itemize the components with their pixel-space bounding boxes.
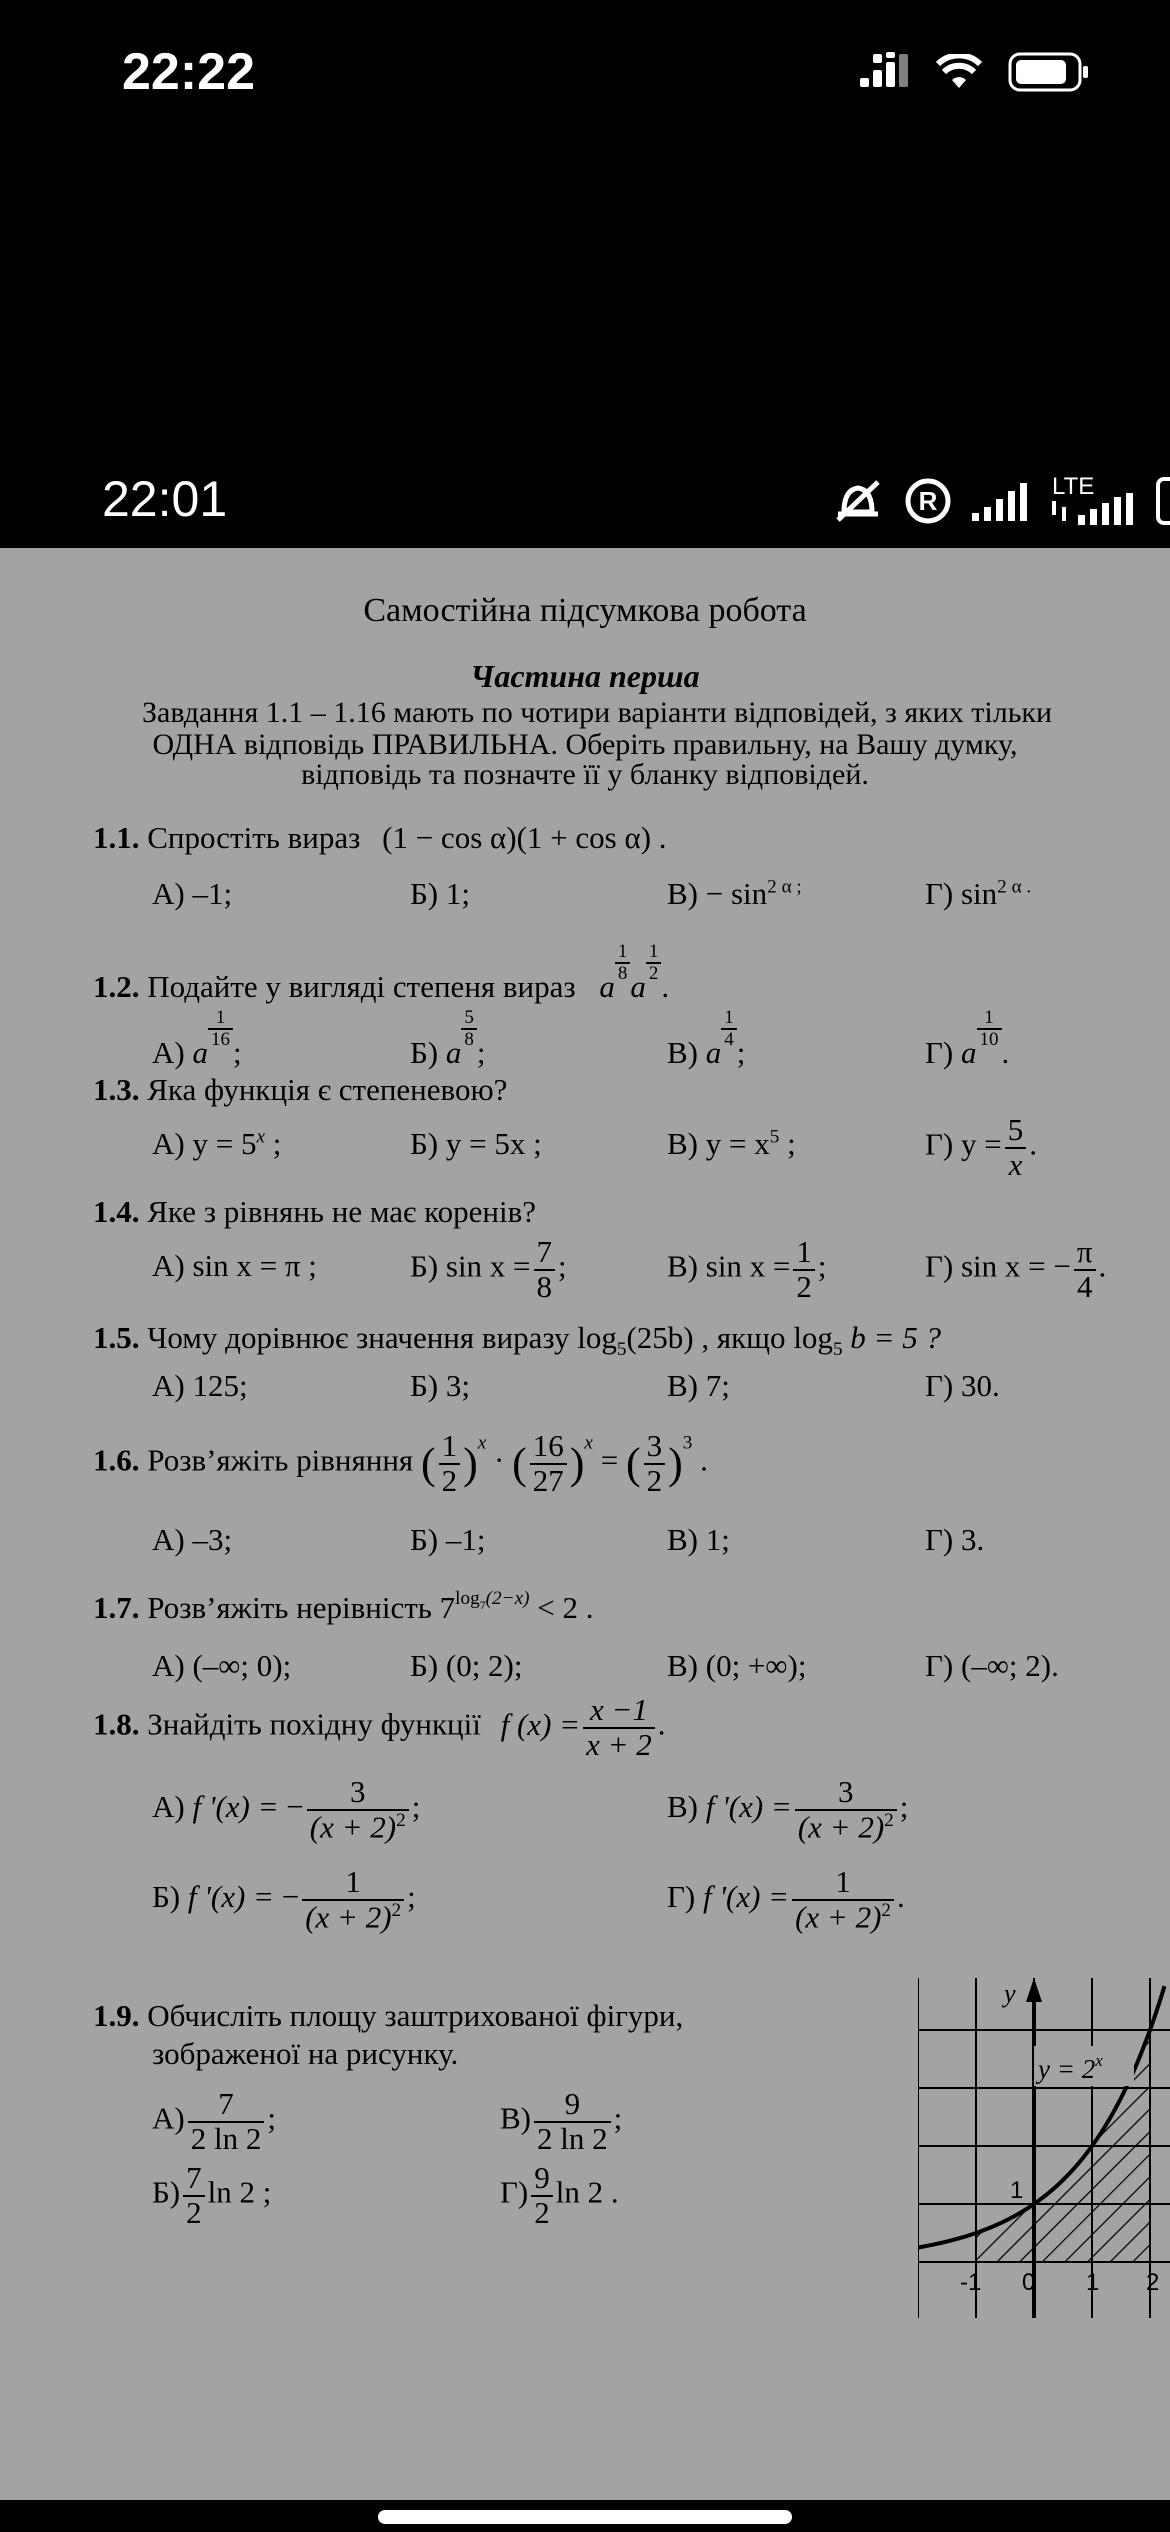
option-tail: 2 α . bbox=[997, 876, 1032, 898]
battery-icon bbox=[1008, 52, 1090, 92]
option-g: Г) 3. bbox=[925, 1522, 985, 1557]
lte-bars-icon bbox=[1048, 493, 1138, 525]
question-1-8: 1.8. Знайдіть похідну функції f (x) = $\frac{x -1}{x + 2}$ . bbox=[93, 1692, 666, 1762]
intro-line-3: відповідь та позначте її у бланку відповідей. bbox=[301, 758, 869, 791]
intro-line-2: ОДНА відповідь ПРАВИЛЬНА. Оберіть правильну, на Вашу думку, bbox=[152, 728, 1018, 761]
question-1-4: 1.4. Яке з рівнянь не має коренів? bbox=[93, 1194, 536, 1229]
option-a: А) sin x = π ; bbox=[152, 1248, 317, 1283]
expr-exponent: $\frac{1}{8}$ bbox=[615, 942, 631, 984]
tick-label-y-1: 1 bbox=[1010, 2177, 1024, 2204]
option-g: Г) sin x = − $\frac{\pi}{4}$ . bbox=[925, 1234, 1107, 1304]
expr-base: a bbox=[599, 968, 615, 1004]
black-area bbox=[0, 150, 1170, 470]
option-b: Б) sin x = $\frac{7}{8}$ ; bbox=[410, 1234, 567, 1304]
phone-status-bar bbox=[0, 0, 1170, 150]
option-b: Б) $\frac{7}{2}$ ln 2 ; bbox=[152, 2160, 272, 2230]
option-b: Б) (0; 2); bbox=[410, 1648, 523, 1683]
part-heading: Частина перша bbox=[470, 658, 700, 694]
option-b: Б) 3; bbox=[410, 1368, 470, 1403]
wifi-icon bbox=[936, 54, 982, 90]
lte-indicator bbox=[1048, 473, 1138, 525]
area-graph bbox=[918, 1978, 1170, 2318]
option-g bbox=[925, 876, 1031, 912]
option-text: Г) sin bbox=[925, 876, 998, 911]
option-v: В) a $\frac{1}{4}$ ; bbox=[667, 1007, 746, 1070]
option-v: В) f '(x) = $\frac{3}{(x + 2)^2}$ ; bbox=[667, 1774, 909, 1844]
battery-edge-icon bbox=[1156, 477, 1170, 525]
option-a: А) –1; bbox=[152, 876, 233, 911]
doc-title: Самостійна підсумкова робота bbox=[363, 592, 807, 629]
option-a: А) 125; bbox=[152, 1368, 248, 1403]
question-1-3: 1.3. Яка функція є степеневою? bbox=[93, 1072, 508, 1107]
option-b: Б) –1; bbox=[410, 1522, 486, 1557]
expr-exponent: $\frac{1}{2}$ bbox=[646, 942, 662, 984]
intro-line-1: Завдання 1.1 – 1.16 мають по чотири варіанти відповідей, з яких тільки bbox=[142, 696, 1053, 729]
question-expression: (1 − cos α)(1 + cos α) . bbox=[382, 820, 667, 855]
option-b: Б) y = 5x ; bbox=[410, 1126, 542, 1161]
question-1-6: 1.6. Розв’яжіть рівняння ( $\frac{1}{2}$ )$^x$ · ( $\frac{16}{27}$ )$^x$ = ( $\frac{3}{2}$ )$^3$ . bbox=[93, 1428, 708, 1498]
option-a: А) $y = 5^x$ ; bbox=[152, 1126, 282, 1161]
registered-icon bbox=[904, 477, 952, 525]
option-g: Г) $\frac{9}{2}$ ln 2 . bbox=[500, 2160, 619, 2230]
option-a: А) $\frac{7}{2 \ln 2}$ ; bbox=[152, 2086, 276, 2156]
screenshot-status-bar bbox=[0, 470, 1170, 548]
question-1-9-line-2: зображеної на рисунку. bbox=[152, 2036, 459, 2071]
option-tail: 2 α ; bbox=[767, 876, 802, 898]
lte-label: LTE bbox=[1052, 473, 1095, 500]
option-b: Б) 1; bbox=[410, 876, 470, 911]
question-number: 1.1. bbox=[93, 820, 140, 855]
y-axis-label: y bbox=[1004, 1979, 1016, 2008]
option-a: А) (–∞; 0); bbox=[152, 1648, 292, 1683]
option-g: Г) (–∞; 2). bbox=[925, 1648, 1059, 1683]
option-g: Г) 30. bbox=[925, 1368, 1000, 1403]
option-v: В) 7; bbox=[667, 1368, 730, 1403]
option-v: В) (0; +∞); bbox=[667, 1648, 807, 1683]
question-1-7: 1.7. Розв’яжіть нерівність $7^{log_7(2-x)} < 2$ . bbox=[93, 1588, 594, 1625]
tick-label-x-neg1: -1 bbox=[960, 2269, 982, 2296]
curve-label: $y = 2^x$ bbox=[1038, 2051, 1103, 2084]
option-b: Б) f '(x) = − $\frac{1}{(x + 2)^2}$ ; bbox=[152, 1864, 416, 1934]
option-v: В) $\frac{9}{2 \ln 2}$ ; bbox=[500, 2086, 623, 2156]
option-g: Г) y = $\frac{5}{x}$ . bbox=[925, 1112, 1037, 1182]
option-a: А) –3; bbox=[152, 1522, 233, 1557]
option-text: В) − sin bbox=[667, 876, 768, 911]
question-number: 1.2. bbox=[93, 968, 140, 1004]
home-indicator[interactable] bbox=[378, 2510, 792, 2524]
tick-label-x-2: 2 bbox=[1146, 2269, 1160, 2296]
question-1-5: 1.5. Чому дорівнює значення виразу $\log_5(25b)$ , якщо $\log_5 b = 5$ ? bbox=[93, 1320, 941, 1361]
option-g: Г) f '(x) = $\frac{1}{(x + 2)^2}$ . bbox=[667, 1864, 905, 1934]
option-v bbox=[667, 876, 802, 912]
option-g: Г) a $\frac{1}{10}$ . bbox=[925, 1007, 1010, 1070]
tick-label-x-1: 1 bbox=[1086, 2269, 1100, 2296]
question-1-2: 1.2. Подайте у вигляді степеня вираз a $\frac{1}{8}$ a $\frac{1}{2}$ . bbox=[93, 941, 670, 1004]
question-text: Спростіть вираз bbox=[147, 820, 361, 855]
signal-bars-icon bbox=[970, 479, 1030, 523]
option-v: В) 1; bbox=[667, 1522, 730, 1557]
clock: 22:22 bbox=[122, 43, 255, 101]
option-a: А) f '(x) = − $\frac{3}{(x + 2)^2}$ ; bbox=[152, 1774, 421, 1844]
mute-icon bbox=[830, 476, 886, 526]
tick-label-x-0: 0 bbox=[1022, 2269, 1036, 2296]
question-1-1 bbox=[93, 820, 667, 856]
option-v: В) $y = x^5$ ; bbox=[667, 1126, 796, 1161]
expr-base: a bbox=[630, 968, 646, 1004]
inner-clock: 22:01 bbox=[102, 471, 228, 527]
question-text: Подайте у вигляді степеня вираз bbox=[147, 968, 576, 1004]
question-1-9: 1.9. Обчисліть площу заштрихованої фігури, bbox=[93, 1998, 684, 2033]
option-v: В) sin x = $\frac{1}{2}$ ; bbox=[667, 1234, 827, 1304]
signal-icon bbox=[858, 52, 910, 92]
svg-text:R: R bbox=[918, 486, 938, 516]
option-b: Б) a $\frac{5}{8}$ ; bbox=[410, 1007, 486, 1070]
option-a: А) a $\frac{1}{16}$ ; bbox=[152, 1007, 242, 1070]
